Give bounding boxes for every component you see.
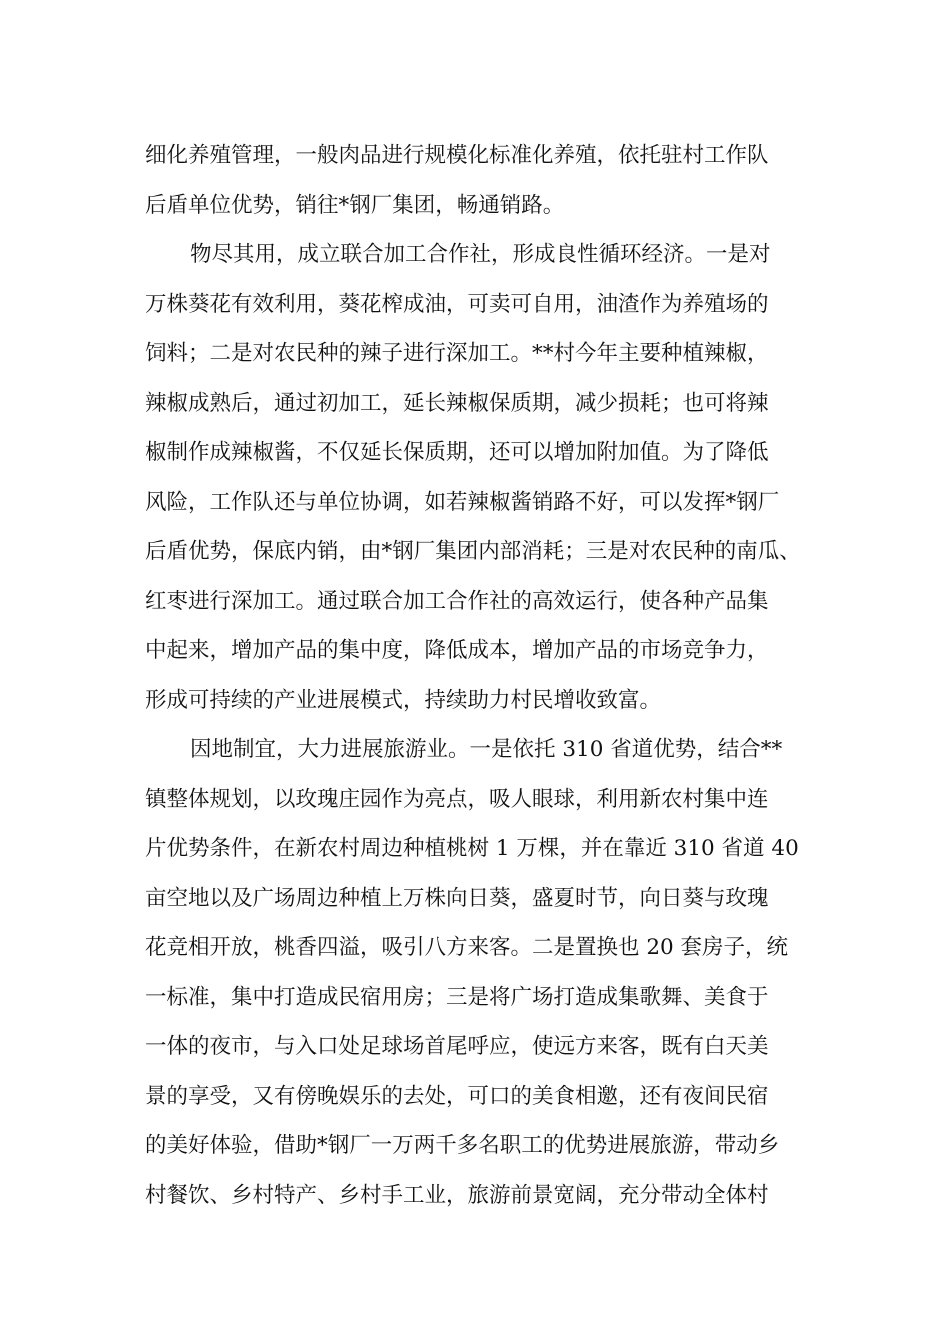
text-line: 红枣进行深加工。通过联合加工合作社的高效运行，使各种产品集: [145, 588, 769, 614]
document-body: [145, 131, 810, 1220]
text-line: 辣椒成熟后，通过初加工，延长辣椒保质期，减少损耗；也可将辣: [145, 390, 769, 416]
text-line: 物尽其用，成立联合加工合作社，形成良性循环经济。一是对: [190, 242, 771, 267]
text-line: 一体的夜市，与入口处足球场首尾呼应，使远方来客，既有白天美: [145, 1034, 769, 1059]
paragraph-1: [145, 131, 810, 230]
paragraph-3: [145, 725, 810, 1220]
text-line: 片优势条件，在新农村周边种植桃树 1 万棵，并在靠近 310 省道 40: [145, 836, 799, 861]
text-line: 形成可持续的产业进展模式，持续助力村民增收致富。: [145, 687, 662, 713]
text-line: 亩空地以及广场周边种植上万株向日葵，盛夏时节，向日葵与玫瑰: [145, 885, 769, 911]
text-line: 镇整体规划，以玫瑰庄园作为亮点，吸人眼球，利用新农村集中连: [145, 786, 769, 812]
text-line: 椒制作成辣椒酱，不仅延长保质期，还可以增加附加值。为了降低: [145, 440, 769, 465]
text-line: 的美好体验，借助*钢厂一万两千多名职工的优势进展旅游，带动乡: [145, 1133, 780, 1158]
text-line: 万株葵花有效利用，葵花榨成油，可卖可自用，油渣作为养殖场的: [145, 291, 769, 317]
text-line: 细化养殖管理，一般肉品进行规模化标准化养殖，依托驻村工作队: [145, 143, 769, 168]
paragraph-2: [145, 230, 810, 725]
text-line: 花竞相开放，桃香四溢，吸引八方来客。二是置换也 20 套房子，统: [145, 935, 789, 960]
text-line: 景的享受，又有傍晚娱乐的去处，可口的美食相邀，还有夜间民宿: [145, 1083, 769, 1109]
text-line: 中起来，增加产品的集中度，降低成本，增加产品的市场竞争力，: [145, 638, 769, 663]
text-line: 因地制宜，大力进展旅游业。一是依托 310 省道优势，结合**: [190, 737, 783, 762]
text-line: 一标准，集中打造成民宿用房；三是将广场打造成集歌舞、美食于: [145, 984, 769, 1010]
text-line: 风险，工作队还与单位协调，如若辣椒酱销路不好，可以发挥*钢厂: [145, 489, 780, 515]
text-line: 后盾单位优势，销往*钢厂集团，畅通销路。: [145, 192, 565, 218]
text-line: 饲料；二是对农民种的辣子进行深加工。**村今年主要种植辣椒，: [145, 341, 769, 366]
text-line: 村餐饮、乡村特产、乡村手工业，旅游前景宽阔，充分带动全体村: [145, 1182, 769, 1208]
text-line: 后盾优势，保底内销，由*钢厂集团内部消耗；三是对农民种的南瓜、: [145, 539, 801, 564]
